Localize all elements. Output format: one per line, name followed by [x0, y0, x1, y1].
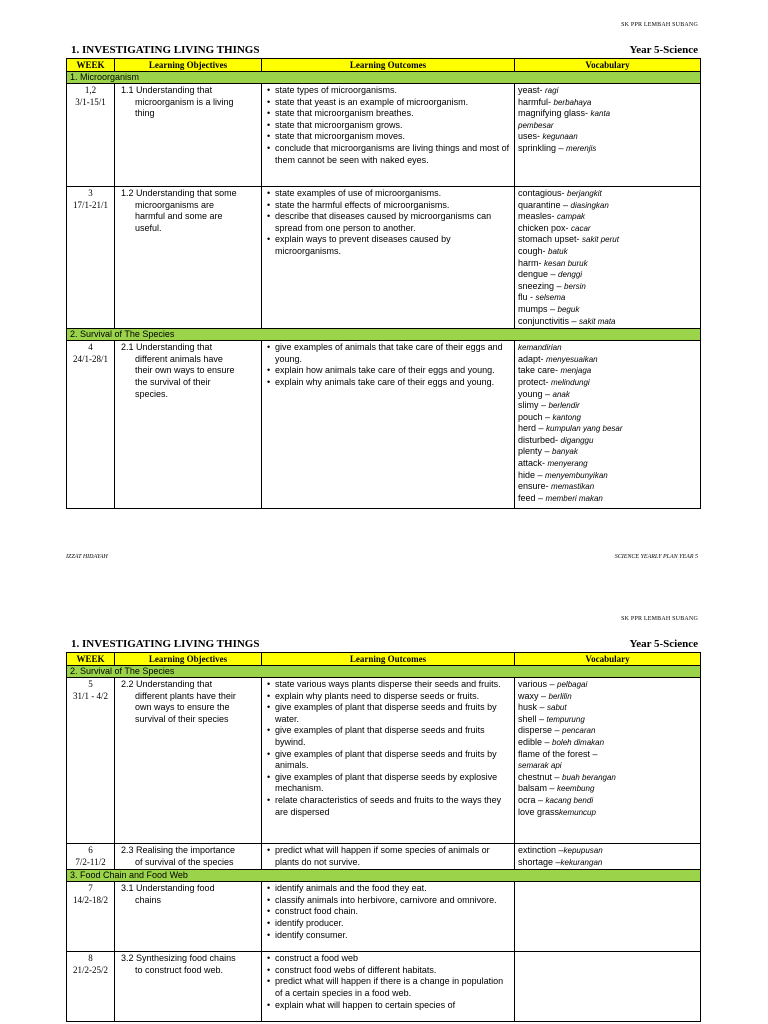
objective-line: survival of their species [135, 713, 229, 724]
week-cell [67, 84, 115, 187]
objective-line: different plants have their [135, 690, 236, 701]
vocab-item [518, 246, 697, 258]
objective-line: 2.3 Realising the importance [121, 845, 236, 855]
vocab-item [518, 493, 697, 505]
vocab-malay: tempurung [546, 714, 585, 724]
objective-cell [115, 187, 262, 329]
vocab-item [518, 807, 697, 819]
vocab-english: ensure- [518, 481, 552, 492]
vocab-malay: berlendir [548, 401, 580, 411]
objective-line: thing [135, 108, 155, 119]
outcome-item: • state that microorganism breathes. [265, 108, 511, 120]
vocab-malay: pembesar [518, 120, 554, 130]
outcomes-cell [262, 882, 515, 952]
vocab-english: husk – [518, 702, 548, 713]
vocab-english: uses- [518, 131, 543, 142]
vocab-english: various – [518, 679, 558, 689]
objective-cell [115, 882, 262, 952]
outcome-item: • describe that diseases caused by microorganisms can spread from one person to another. [265, 211, 511, 234]
objective-line: 3.2 Synthesizing food chains [121, 953, 236, 964]
outcome-item: • state types of microorganisms. [265, 85, 511, 97]
week-line: 7 [88, 883, 93, 894]
outcome-item: • give examples of plant that disperse seeds and fruits by water. [265, 702, 511, 725]
objective-line: of survival of the species [135, 856, 234, 867]
outcomes-cell [262, 952, 515, 1022]
header-objectives: Learning Objectives [115, 653, 262, 666]
vocab-english: chicken pox- [518, 222, 572, 233]
vocab-item [518, 234, 697, 246]
vocab-english: protect- [518, 376, 552, 387]
vocab-malay: kacang bendi [545, 795, 594, 805]
vocab-english: shortage – [518, 856, 561, 867]
objective-line: chains [135, 894, 162, 905]
vocab-malay: memberi makan [545, 493, 603, 503]
table-row [67, 84, 701, 187]
vocab-item [518, 760, 697, 772]
vocab-english: love grass [518, 806, 560, 817]
vocab-english: herd – [518, 423, 547, 434]
vocab-malay: menyerang [547, 459, 588, 469]
vocab-malay: keembung [557, 784, 595, 794]
vocab-item [518, 304, 697, 316]
outcome-item: • give examples of plant that disperse seeds and fruits bywind. [265, 725, 511, 748]
vocab-item [518, 400, 697, 412]
vocab-item [518, 795, 697, 807]
table-row [67, 844, 701, 870]
vocab-item [518, 714, 697, 726]
vocab-malay: merenjis [566, 143, 597, 153]
outcome-item: • state examples of use of microorganisms. [265, 188, 511, 200]
week-line: 8 [88, 953, 93, 964]
vocab-english: balsam – [518, 783, 558, 794]
outcomes-list [265, 845, 511, 868]
section-label: 3. Food Chain and Food Web [67, 870, 701, 882]
vocab-item [518, 679, 697, 691]
outcomes-cell [262, 678, 515, 844]
vocabulary-cell [515, 844, 701, 870]
section-row [67, 666, 701, 678]
week-line: 1,2 [84, 85, 97, 95]
week-line: 3 [88, 188, 93, 198]
vocab-item [518, 292, 697, 304]
objective-cell [115, 341, 262, 509]
header-outcomes: Learning Outcomes [262, 59, 515, 72]
vocab-item [518, 269, 697, 281]
vocab-item [518, 342, 697, 354]
vocab-malay: berlilin [548, 691, 572, 701]
vocab-item [518, 470, 697, 482]
vocabulary-cell [515, 84, 701, 187]
vocab-english: edible – [518, 736, 553, 747]
vocab-item [518, 211, 697, 223]
week-cell [67, 882, 115, 952]
outcomes-list [265, 953, 511, 1011]
week-cell [67, 844, 115, 870]
week-line: 5 [88, 679, 93, 689]
vocab-malay: kekurangan [560, 857, 603, 867]
vocab-english: waxy – [518, 690, 549, 701]
vocab-english: flame of the forest – [518, 748, 598, 759]
vocab-malay: berbahaya [553, 97, 592, 107]
vocab-malay: berjangkit [567, 189, 602, 198]
vocab-item [518, 200, 697, 212]
header-vocabulary: Vocabulary [515, 653, 701, 666]
outcome-item: • explain why animals take care of their eggs and young. [265, 377, 511, 389]
footer-author: IZZAT HIDAYAH [66, 554, 108, 560]
vocab-item [518, 389, 697, 401]
objective-cell [115, 678, 262, 844]
table-row [67, 187, 701, 329]
vocab-malay: kanta [590, 109, 611, 119]
outcomes-cell [262, 187, 515, 329]
table-header-row [67, 59, 701, 72]
vocab-english: mumps – [518, 303, 558, 314]
vocab-malay: memastikan [551, 482, 595, 492]
vocab-item [518, 365, 697, 377]
outcome-item: • construct a food web [265, 953, 511, 965]
outcome-item: • explain what will happen to certain species of [265, 1000, 511, 1012]
vocab-item [518, 845, 697, 857]
outcome-item: • identify animals and the food they eat. [265, 883, 511, 895]
vocab-malay: kesan buruk [544, 258, 588, 268]
objective-cell [115, 844, 262, 870]
outcomes-list [265, 188, 511, 258]
outcome-item: • predict what will happen if some species of animals or plants do not survive. [265, 845, 511, 868]
vocab-english: conjunctivitis – [518, 315, 580, 326]
page-title: 1. INVESTIGATING LIVING THINGS [71, 638, 260, 650]
vocabulary-cell [515, 882, 701, 952]
vocab-item [518, 458, 697, 470]
week-line: 21/2-25/2 [73, 964, 108, 975]
yearly-plan-table [66, 652, 701, 1022]
outcomes-cell [262, 341, 515, 509]
vocab-malay: selsema [535, 293, 566, 303]
outcome-item: • state various ways plants disperse their seeds and fruits. [265, 679, 511, 691]
week-cell [67, 952, 115, 1022]
header-week: WEEK [67, 653, 115, 666]
vocab-english: disturbed- [518, 434, 561, 445]
vocab-english: plenty – [518, 446, 553, 457]
vocab-english: stomach upset- [518, 234, 583, 245]
section-row [67, 329, 701, 341]
vocab-item [518, 258, 697, 270]
vocab-item [518, 412, 697, 424]
vocab-malay: sabut [547, 703, 567, 713]
outcome-item: • predict what will happen if there is a change in population of a certain species in a food web. [265, 976, 511, 999]
vocab-english: sprinkling – [518, 142, 567, 153]
outcome-item: • relate characteristics of seeds and fruits to the ways they are dispersed [265, 795, 511, 818]
vocab-item [518, 377, 697, 389]
week-line: 6 [88, 845, 93, 855]
outcome-item: • identify producer. [265, 918, 511, 930]
vocab-item [518, 223, 697, 235]
vocab-english: quarantine – [518, 199, 571, 210]
vocab-english: extinction – [518, 845, 564, 855]
vocab-item [518, 725, 697, 737]
outcomes-list [265, 85, 511, 166]
section-label: 2. Survival of The Species [67, 666, 701, 678]
vocab-item [518, 783, 697, 795]
vocab-item [518, 423, 697, 435]
school-name: SK PPR LEMBAH SUBANG [621, 616, 698, 622]
vocab-malay: melindungi [551, 377, 590, 387]
subject-label: Year 5-Science [629, 638, 698, 650]
section-row [67, 72, 701, 84]
vocab-item [518, 435, 697, 447]
outcome-item: • construct food webs of different habitats. [265, 965, 511, 977]
vocab-english: yeast- [518, 85, 546, 95]
vocab-malay: beguk [557, 304, 580, 314]
table-header-row [67, 653, 701, 666]
vocab-item [518, 354, 697, 366]
header-vocabulary: Vocabulary [515, 59, 701, 72]
week-cell [67, 678, 115, 844]
vocab-item [518, 281, 697, 293]
page-title: 1. INVESTIGATING LIVING THINGS [71, 44, 260, 56]
objective-line: 2.2 Understanding that [121, 679, 213, 689]
header-outcomes: Learning Outcomes [262, 653, 515, 666]
outcomes-list [265, 342, 511, 388]
objective-cell [115, 84, 262, 187]
outcome-item: • give examples of animals that take care of their eggs and young. [265, 342, 511, 365]
week-line: 7/2-11/2 [75, 856, 106, 867]
outcome-item: • state that yeast is an example of microorganism. [265, 97, 511, 109]
objective-line: their own ways to ensure [135, 365, 235, 376]
objective-line: useful. [135, 222, 162, 233]
vocab-english: contagious- [518, 188, 568, 198]
outcome-item: • give examples of plant that disperse seeds by explosive mechanism. [265, 772, 511, 795]
vocab-malay: sakit perut [582, 235, 619, 245]
week-line: 31/1 - 4/2 [73, 690, 108, 701]
objective-line: the survival of their [135, 376, 211, 387]
section-row [67, 870, 701, 882]
vocab-english: pouch – [518, 411, 553, 422]
vocab-item [518, 108, 697, 120]
outcome-item: • state the harmful effects of microorganisms. [265, 200, 511, 212]
vocab-item [518, 702, 697, 714]
week-line: 3/1-15/1 [75, 96, 106, 107]
vocab-malay: boleh dimakan [552, 737, 605, 747]
table-row [67, 882, 701, 952]
vocab-english: attack- [518, 458, 548, 469]
objective-line: microorganisms are [135, 199, 215, 210]
objective-line: species. [135, 388, 169, 399]
week-cell [67, 341, 115, 509]
vocab-english: take care- [518, 365, 561, 376]
vocab-malay: kumpulan yang besar [546, 424, 623, 434]
outcome-item: • state that microorganism grows. [265, 120, 511, 132]
vocab-malay: campak [557, 212, 586, 222]
vocab-english: sneezing – [518, 280, 565, 291]
vocab-malay: bersin [564, 281, 586, 291]
vocab-item [518, 772, 697, 784]
vocab-item [518, 120, 697, 132]
vocab-item [518, 188, 697, 200]
vocab-malay: kepupusan [563, 846, 603, 855]
vocab-english: adapt- [518, 353, 547, 364]
vocab-english: feed – [518, 492, 546, 503]
vocab-malay: pelbagai [557, 680, 588, 689]
objective-line: 1.2 Understanding that some [121, 188, 237, 198]
vocab-english: ocra – [518, 794, 546, 805]
week-line: 24/1-28/1 [73, 353, 108, 364]
outcome-item: • give examples of plant that disperse seeds and fruits by animals. [265, 749, 511, 772]
outcome-item: • construct food chain. [265, 906, 511, 918]
objective-line: microorganism is a living [135, 96, 234, 107]
outcome-item: • explain how animals take care of their eggs and young. [265, 365, 511, 377]
vocab-malay: kemuncup [559, 807, 596, 817]
outcome-item: • explain why plants need to disperse seeds or fruits. [265, 691, 511, 703]
vocab-malay: batuk [548, 246, 568, 256]
outcomes-cell [262, 844, 515, 870]
subject-label: Year 5-Science [629, 44, 698, 56]
vocabulary-cell [515, 187, 701, 329]
week-cell [67, 187, 115, 329]
objective-line: 3.1 Understanding food [121, 883, 215, 894]
vocab-item [518, 857, 697, 869]
vocab-english: chestnut – [518, 771, 563, 782]
vocab-malay: buah berangan [562, 772, 616, 782]
outcome-item: • identify consumer. [265, 930, 511, 942]
yearly-plan-table [66, 58, 701, 509]
vocab-item [518, 85, 697, 97]
vocab-malay: sakit mata [579, 316, 616, 326]
vocab-item [518, 481, 697, 493]
vocab-malay: menjaga [560, 366, 592, 376]
vocab-english: slimy – [518, 400, 549, 411]
objective-cell [115, 952, 262, 1022]
outcome-item: • classify animals into herbivore, carnivore and omnivore. [265, 895, 511, 907]
vocab-english: disperse – [518, 725, 563, 736]
vocabulary-cell [515, 341, 701, 509]
vocab-malay: anak [552, 389, 570, 399]
week-line: 14/2-18/2 [73, 894, 108, 905]
vocab-english: measles- [518, 211, 558, 222]
objective-line: to construct food web. [135, 964, 224, 975]
vocab-malay: menyesuaikan [546, 354, 598, 364]
vocab-item [518, 737, 697, 749]
table-row [67, 952, 701, 1022]
table-body [67, 72, 701, 509]
vocab-english: shell – [518, 713, 547, 724]
objective-line: own ways to ensure the [135, 702, 230, 713]
header-week: WEEK [67, 59, 115, 72]
vocab-malay: semarak api [518, 761, 562, 771]
vocab-english: dengue – [518, 269, 559, 280]
section-label: 2. Survival of The Species [67, 329, 701, 341]
outcome-item: • conclude that microorganisms are living things and most of them cannot be seen with naked eyes. [265, 143, 511, 166]
table-row [67, 341, 701, 509]
vocab-item [518, 143, 697, 155]
vocab-english: harm- [518, 257, 545, 268]
objective-line: different animals have [135, 353, 223, 364]
outcomes-cell [262, 84, 515, 187]
outcomes-list [265, 883, 511, 941]
header-objectives: Learning Objectives [115, 59, 262, 72]
objective-line: 2.1 Understanding that [121, 342, 213, 353]
school-name: SK PPR LEMBAH SUBANG [621, 22, 698, 28]
vocab-item [518, 446, 697, 458]
objective-line: harmful and some are [135, 211, 223, 222]
vocab-english: magnifying glass- [518, 108, 591, 119]
week-line: 17/1-21/1 [73, 199, 108, 210]
vocab-english: hide – [518, 469, 546, 480]
vocab-malay: diganggu [560, 435, 594, 445]
vocab-malay: kantong [552, 412, 581, 422]
vocab-item [518, 316, 697, 328]
outcome-item: • explain ways to prevent diseases caused by microorganisms. [265, 234, 511, 257]
outcomes-list [265, 679, 511, 818]
vocab-english: young – [518, 388, 553, 399]
table-body [67, 666, 701, 1022]
vocab-malay: pencaran [562, 726, 596, 736]
footer-doc-title: SCIENCE YEARLY PLAN YEAR 5 [614, 554, 698, 560]
vocab-item [518, 131, 697, 143]
vocab-item [518, 691, 697, 703]
objective-line: 1.1 Understanding that [121, 85, 213, 95]
vocab-malay: cacar [571, 223, 591, 233]
table-row [67, 678, 701, 844]
vocabulary-cell [515, 678, 701, 844]
vocabulary-cell [515, 952, 701, 1022]
vocab-malay: denggi [558, 270, 583, 280]
vocab-malay: diasingkan [570, 200, 609, 210]
vocab-malay: banyak [552, 447, 578, 457]
vocab-malay: menyembunyikan [545, 470, 608, 480]
vocab-english: harmful- [518, 96, 554, 107]
vocab-english: cough- [518, 245, 549, 256]
vocab-english: flu - [518, 292, 536, 303]
vocab-item [518, 97, 697, 109]
vocab-malay: kemandirian [518, 343, 562, 353]
vocab-malay: ragi [545, 86, 559, 95]
week-line: 4 [88, 342, 93, 353]
outcome-item: • state that microorganism moves. [265, 131, 511, 143]
vocab-malay: kegunaan [542, 132, 578, 142]
section-label: 1. Microorganism [67, 72, 701, 84]
vocab-item [518, 749, 697, 761]
